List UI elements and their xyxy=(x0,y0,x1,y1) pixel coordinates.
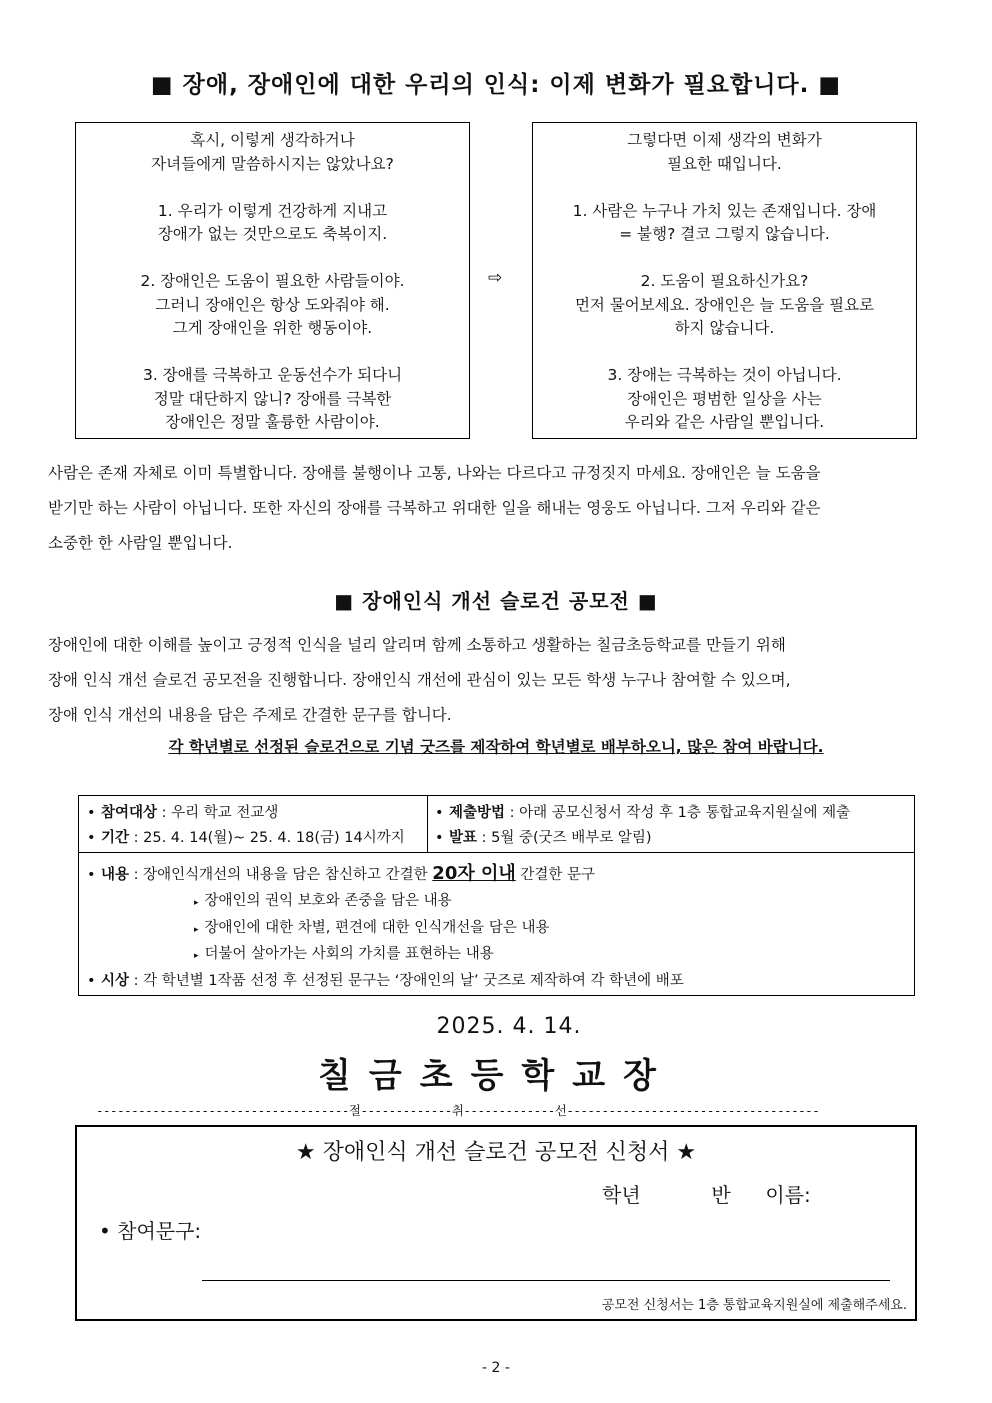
content-row xyxy=(87,859,595,885)
announce-label: 발표 xyxy=(449,830,478,846)
content-prefix: : 장애인식개선의 내용을 담은 참신하고 간결한 xyxy=(129,867,433,883)
table-divider xyxy=(79,852,914,853)
content-suffix: 간결한 문구 xyxy=(515,867,596,883)
box-paragraph xyxy=(76,270,469,341)
content-label: 내용 xyxy=(101,867,130,883)
arrow-right-icon: ⇨ xyxy=(488,268,503,288)
entry-label: • 참여문구: xyxy=(99,1219,202,1243)
period-label: 기간 xyxy=(101,830,130,846)
section1-title: ■ 장애, 장애인에 대한 우리의 인식: 이제 변화가 필요합니다. ■ xyxy=(150,72,842,98)
triangle-bullet-icon: ▸ xyxy=(194,925,199,935)
paragraph-line: 사람은 존재 자체로 이미 특별합니다. 장애를 불행이나 고통, 나와는 다르다고 규정짓지 마세요. 장애인은 늘 도움을 xyxy=(48,464,821,482)
paragraph-line: 장애 인식 개선 슬로건 공모전을 진행합니다. 장애인식 개선에 관심이 있는 모든 학생 누구나 참여할 수 있으며, xyxy=(48,671,791,689)
box-line: 자녀들에게 말씀하시지는 않았나요? xyxy=(151,154,394,173)
award-label: 시상 xyxy=(101,973,130,989)
box-line: 하지 않습니다. xyxy=(674,319,775,337)
cut-line: ------------------------------------절-------------취-------------선------------------------------------ xyxy=(96,1103,820,1118)
grade-field[interactable]: 학년 xyxy=(602,1183,641,1207)
box-line: 그게 장애인을 위한 행동이야. xyxy=(172,319,373,337)
award-value: : 각 학년별 1작품 선정 후 선정된 문구는 ‘장애인의 날’ 굿즈로 제작하여 각 학년에 배포 xyxy=(129,973,684,989)
school-signature: 칠금초등학교장 xyxy=(318,1056,674,1096)
paragraph-line: 장애인에 대한 이해를 높이고 긍정적 인식을 널리 알리며 함께 소통하고 생활하는 칠금초등학교를 만들기 위해 xyxy=(48,636,786,654)
content-highlight: 20자 이내 xyxy=(432,863,516,884)
section2-title: ■ 장애인식 개선 슬로건 공모전 ■ xyxy=(334,589,658,613)
box-paragraph xyxy=(76,364,469,435)
box-line: 그렇다면 이제 생각의 변화가 xyxy=(627,131,822,149)
paragraph-line: 장애 인식 개선의 내용을 담은 주제로 간결한 문구를 합니다. xyxy=(48,706,452,724)
period-value: : 25. 4. 14(월)~ 25. 4. 18(금) 14시까지 xyxy=(129,830,405,846)
table-divider xyxy=(427,796,428,852)
student-info-fields xyxy=(602,1179,811,1208)
bullet-icon: • xyxy=(435,830,444,846)
target-row xyxy=(87,801,278,822)
box-line: 장애인은 정말 훌륭한 사람이야. xyxy=(165,413,380,431)
issue-date: 2025. 4. 14. xyxy=(436,1014,582,1039)
section1-paragraph xyxy=(48,456,944,561)
name-field[interactable]: 이름: xyxy=(765,1183,811,1207)
box-line: = 불행? 결코 그렇지 않습니다. xyxy=(619,225,830,243)
content-item-text: 더불어 살아가는 사회의 가치를 표현하는 내용 xyxy=(204,946,494,962)
box-line: 장애인은 평범한 일상을 사는 xyxy=(627,389,822,408)
period-row xyxy=(87,826,405,847)
emphasis-note: 각 학년별로 선정된 슬로건으로 기념 굿즈를 제작하여 학년별로 배부하오니, 많은 참여 바랍니다. xyxy=(168,738,824,756)
submit-row xyxy=(435,801,850,822)
award-row xyxy=(87,969,684,990)
triangle-bullet-icon: ▸ xyxy=(194,951,199,961)
box-line: 3. 장애는 극복하는 것이 아닙니다. xyxy=(607,366,842,384)
entry-writing-line[interactable] xyxy=(202,1280,890,1281)
form-title: ★ 장애인식 개선 슬로건 공모전 신청서 ★ xyxy=(295,1140,697,1165)
submit-label: 제출방법 xyxy=(449,805,506,821)
new-perspective-box xyxy=(532,122,917,439)
target-value: : 우리 학교 전교생 xyxy=(157,805,279,821)
content-item xyxy=(194,889,452,910)
box-line: 1. 우리가 이렇게 건강하게 지내고 xyxy=(157,201,388,220)
announce-value: : 5월 중(굿즈 배부로 알림) xyxy=(477,830,652,846)
paragraph-line: 받기만 하는 사람이 아닙니다. 또한 자신의 장애를 극복하고 위대한 일을 해내는 영웅도 아닙니다. 그저 우리와 같은 xyxy=(48,499,821,517)
page-number: - 2 - xyxy=(482,1360,510,1376)
target-label: 참여대상 xyxy=(101,805,158,821)
application-form xyxy=(75,1125,917,1321)
section2-paragraph xyxy=(48,628,944,733)
box-paragraph xyxy=(533,270,916,341)
contest-info-table xyxy=(78,795,915,996)
form-note: 공모전 신청서는 1층 통합교육지원실에 제출해주세요. xyxy=(601,1298,907,1313)
submit-value: : 아래 공모신청서 작성 후 1층 통합교육지원실에 제출 xyxy=(505,805,851,821)
box-line: 필요한 때입니다. xyxy=(667,154,782,173)
box-paragraph xyxy=(533,364,916,435)
box-line: 혹시, 이렇게 생각하거나 xyxy=(190,131,355,149)
box-paragraph xyxy=(76,200,469,247)
box-line: 장애가 없는 것만으로도 축복이지. xyxy=(157,225,388,243)
content-item xyxy=(194,916,550,937)
box-line: 먼저 물어보세요. 장애인은 늘 도움을 필요로 xyxy=(574,295,875,314)
bullet-icon: • xyxy=(435,805,444,821)
triangle-bullet-icon: ▸ xyxy=(194,898,199,908)
box-line: 그러니 장애인은 항상 도와줘야 해. xyxy=(155,295,390,314)
paragraph-line: 소중한 한 사람일 뿐입니다. xyxy=(48,534,233,552)
announce-row xyxy=(435,826,652,847)
box-paragraph xyxy=(76,129,469,176)
bullet-icon: • xyxy=(87,830,96,846)
misconceptions-box xyxy=(75,122,470,439)
box-paragraph xyxy=(533,129,916,176)
content-item-text: 장애인에 대한 차별, 편견에 대한 인식개선을 담은 내용 xyxy=(204,920,550,936)
box-line: 우리와 같은 사람일 뿐입니다. xyxy=(624,413,825,431)
bullet-icon: • xyxy=(87,805,96,821)
box-line: 1. 사람은 누구나 가치 있는 존재입니다. 장애 xyxy=(572,201,877,220)
box-line: 2. 장애인은 도움이 필요한 사람들이야. xyxy=(140,272,405,290)
box-paragraph xyxy=(533,200,916,247)
box-line: 2. 도움이 필요하신가요? xyxy=(640,272,809,290)
box-line: 3. 장애를 극복하고 운동선수가 되다니 xyxy=(142,366,403,384)
bullet-icon: • xyxy=(87,867,96,883)
box-line: 정말 대단하지 않니? 장애를 극복한 xyxy=(153,389,392,408)
content-item-text: 장애인의 권익 보호와 존중을 담은 내용 xyxy=(204,893,452,909)
bullet-icon: • xyxy=(87,973,96,989)
class-field[interactable]: 반 xyxy=(711,1183,731,1207)
content-item xyxy=(194,942,494,963)
